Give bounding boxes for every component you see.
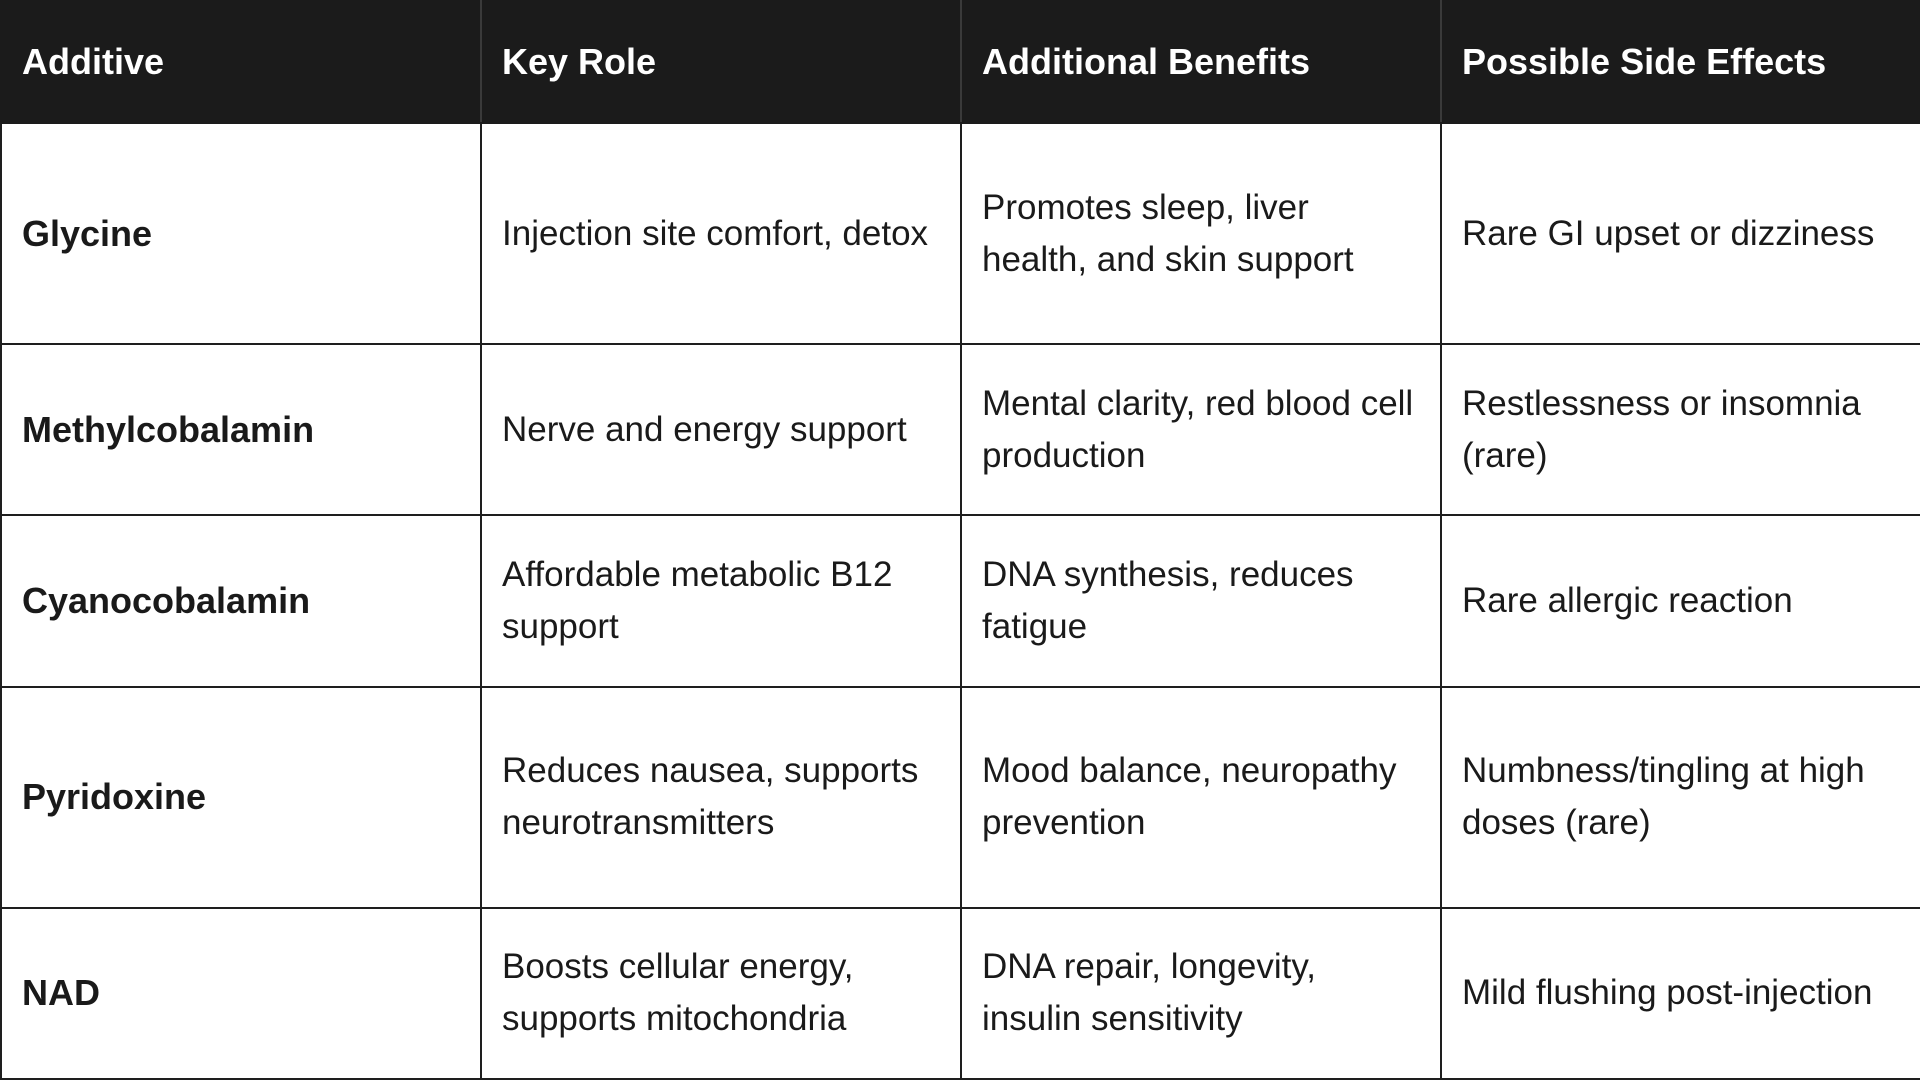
- cell-side-effects: Mild flushing post-injection: [1441, 908, 1920, 1079]
- cell-key-role: Boosts cellular energy, supports mitochondria: [481, 908, 961, 1079]
- cell-additive: Methylcobalamin: [1, 344, 481, 515]
- cell-benefits: DNA repair, longevity, insulin sensitivity: [961, 908, 1441, 1079]
- cell-key-role: Injection site comfort, detox: [481, 123, 961, 344]
- cell-benefits: Promotes sleep, liver health, and skin support: [961, 123, 1441, 344]
- cell-additive: Glycine: [1, 123, 481, 344]
- cell-benefits: DNA synthesis, reduces fatigue: [961, 515, 1441, 686]
- cell-key-role: Reduces nausea, supports neurotransmitters: [481, 687, 961, 908]
- cell-additive: Cyanocobalamin: [1, 515, 481, 686]
- header-possible-side-effects: Possible Side Effects: [1441, 1, 1920, 123]
- table-row: [1, 515, 1920, 686]
- header-key-role: Key Role: [481, 1, 961, 123]
- header-additional-benefits: Additional Benefits: [961, 1, 1441, 123]
- table-row: [1, 123, 1920, 344]
- header-additive: Additive: [1, 1, 481, 123]
- cell-key-role: Nerve and energy support: [481, 344, 961, 515]
- cell-additive: NAD: [1, 908, 481, 1079]
- table-row: [1, 908, 1920, 1079]
- cell-additive: Pyridoxine: [1, 687, 481, 908]
- cell-side-effects: Numbness/tingling at high doses (rare): [1441, 687, 1920, 908]
- table-row: [1, 344, 1920, 515]
- cell-side-effects: Restlessness or insomnia (rare): [1441, 344, 1920, 515]
- table-row: [1, 687, 1920, 908]
- cell-benefits: Mental clarity, red blood cell production: [961, 344, 1441, 515]
- table-header: [1, 1, 1920, 123]
- cell-key-role: Affordable metabolic B12 support: [481, 515, 961, 686]
- cell-side-effects: Rare allergic reaction: [1441, 515, 1920, 686]
- cell-side-effects: Rare GI upset or dizziness: [1441, 123, 1920, 344]
- cell-benefits: Mood balance, neuropathy prevention: [961, 687, 1441, 908]
- header-row: [1, 1, 1920, 123]
- table-body: [1, 123, 1920, 1079]
